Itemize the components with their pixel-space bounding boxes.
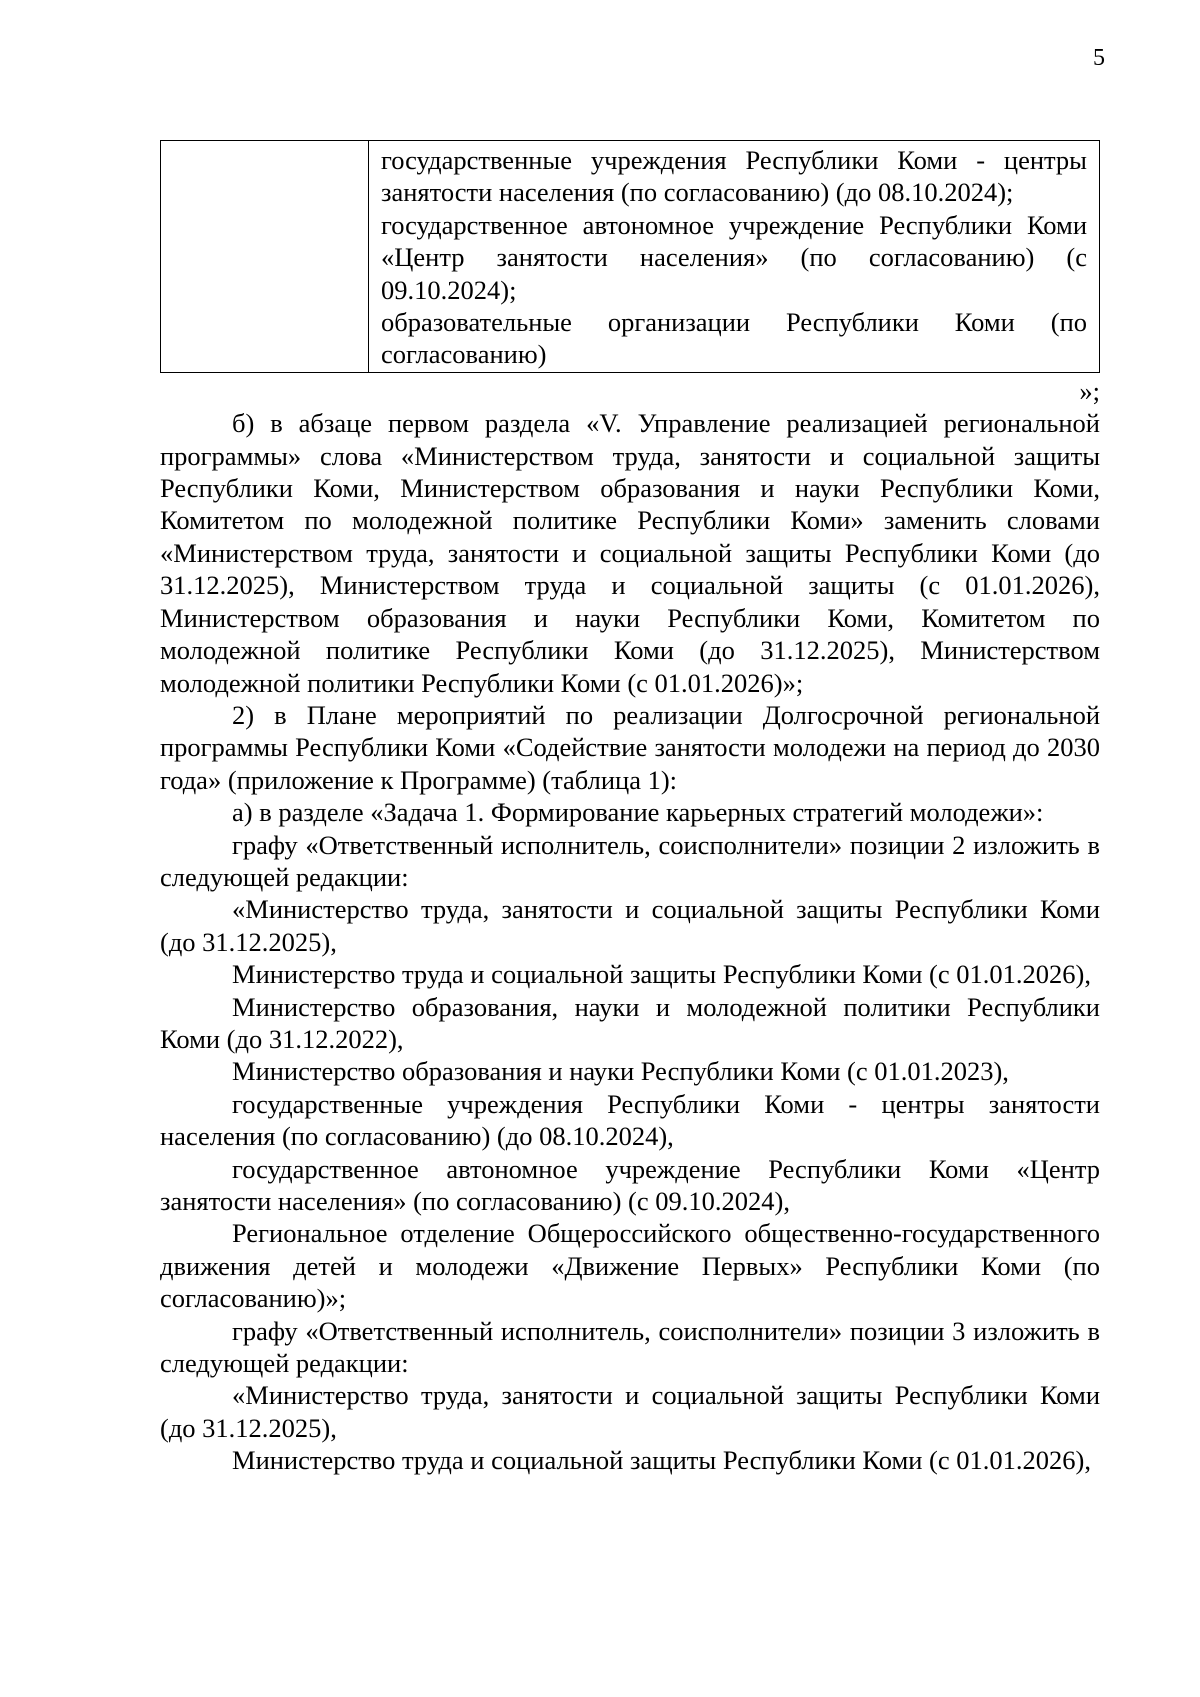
document-body: [160, 140, 1100, 1477]
executor-line: «Министерство труда, занятости и социальной защиты Республики Коми (до 31.12.2025),: [160, 894, 1100, 957]
executor-line: Министерство труда и социальной защиты Республики Коми (с 01.01.2026),: [232, 959, 1091, 990]
executor-line: Министерство образования и науки Республики Коми (с 01.01.2023),: [232, 1056, 1009, 1087]
executor-line: государственные учреждения Республики Коми - центры занятости населения (по согласованию) (до 08.10.2024),: [160, 1088, 1100, 1152]
table-cell-line: государственное автономное учреждение Республики Коми «Центр занятости населения» (по согласованию) (с 09.10.2024);: [381, 209, 1087, 305]
page-number: 5: [1093, 45, 1105, 71]
table-cell-line: государственные учреждения Республики Коми - центры занятости населения (по согласованию) (до 08.10.2024);: [381, 145, 1087, 208]
executor-line: Министерство труда и социальной защиты Республики Коми (с 01.01.2026),: [232, 1445, 1091, 1476]
paragraph-column-pos3: графу «Ответственный исполнитель, соисполнители» позиции 3 изложить в следующей редакции:: [160, 1315, 1100, 1379]
paragraph-column-pos2: графу «Ответственный исполнитель, соисполнители» позиции 2 изложить в следующей редакции:: [160, 829, 1100, 892]
executor-line: Региональное отделение Общероссийского общественно-государственного движения детей и молодежи «Движение Первых» Республики Коми (по согласованию)»;: [160, 1218, 1100, 1314]
table-cell-line: образовательные организации Республики Коми (по согласованию): [381, 307, 1087, 370]
table-cell-executors: [369, 141, 1100, 373]
executor-line: «Министерство труда, занятости и социальной защиты Республики Коми (до 31.12.2025),: [160, 1380, 1100, 1443]
table-cell-empty: [161, 141, 369, 373]
quote-close: »;: [1079, 375, 1100, 406]
table-row: [161, 141, 1100, 373]
executor-line: Министерство образования, науки и молодежной политики Республики Коми (до 31.12.2022),: [160, 991, 1100, 1054]
paragraph-a-task1: а) в разделе «Задача 1. Формирование карьерных стратегий молодежи»:: [232, 797, 1044, 828]
continuation-table: [160, 140, 1100, 373]
paragraph-2-plan: 2) в Плане мероприятий по реализации Долгосрочной региональной программы Республики Коми «Содействие занятости молодежи на период до 2030 года» (приложение к Программе) (таблица 1):: [160, 699, 1100, 795]
executor-line: государственное автономное учреждение Республики Коми «Центр занятости населения» (по согласованию) (с 09.10.2024),: [160, 1153, 1100, 1216]
paragraph-b-abzac: б) в абзаце первом раздела «V. Управление реализацией региональной программы» слова «Министерством труда, занятости и социальной защиты Республики Коми, Министерством образования и науки Республики Коми, Комитетом по молодежной политике Республики Коми» заменить словами «Министерством труда, занятости и социальной защиты Республики Коми (до 31.12.2025), Министерством труда и социальной защиты (с 01.01.2026), Министерством образования и науки Республики Коми, Комитетом по молодежной политике Республики Коми (до 31.12.2025), Министерством молодежной политики Республики Коми (с 01.01.2026)»;: [160, 408, 1100, 698]
